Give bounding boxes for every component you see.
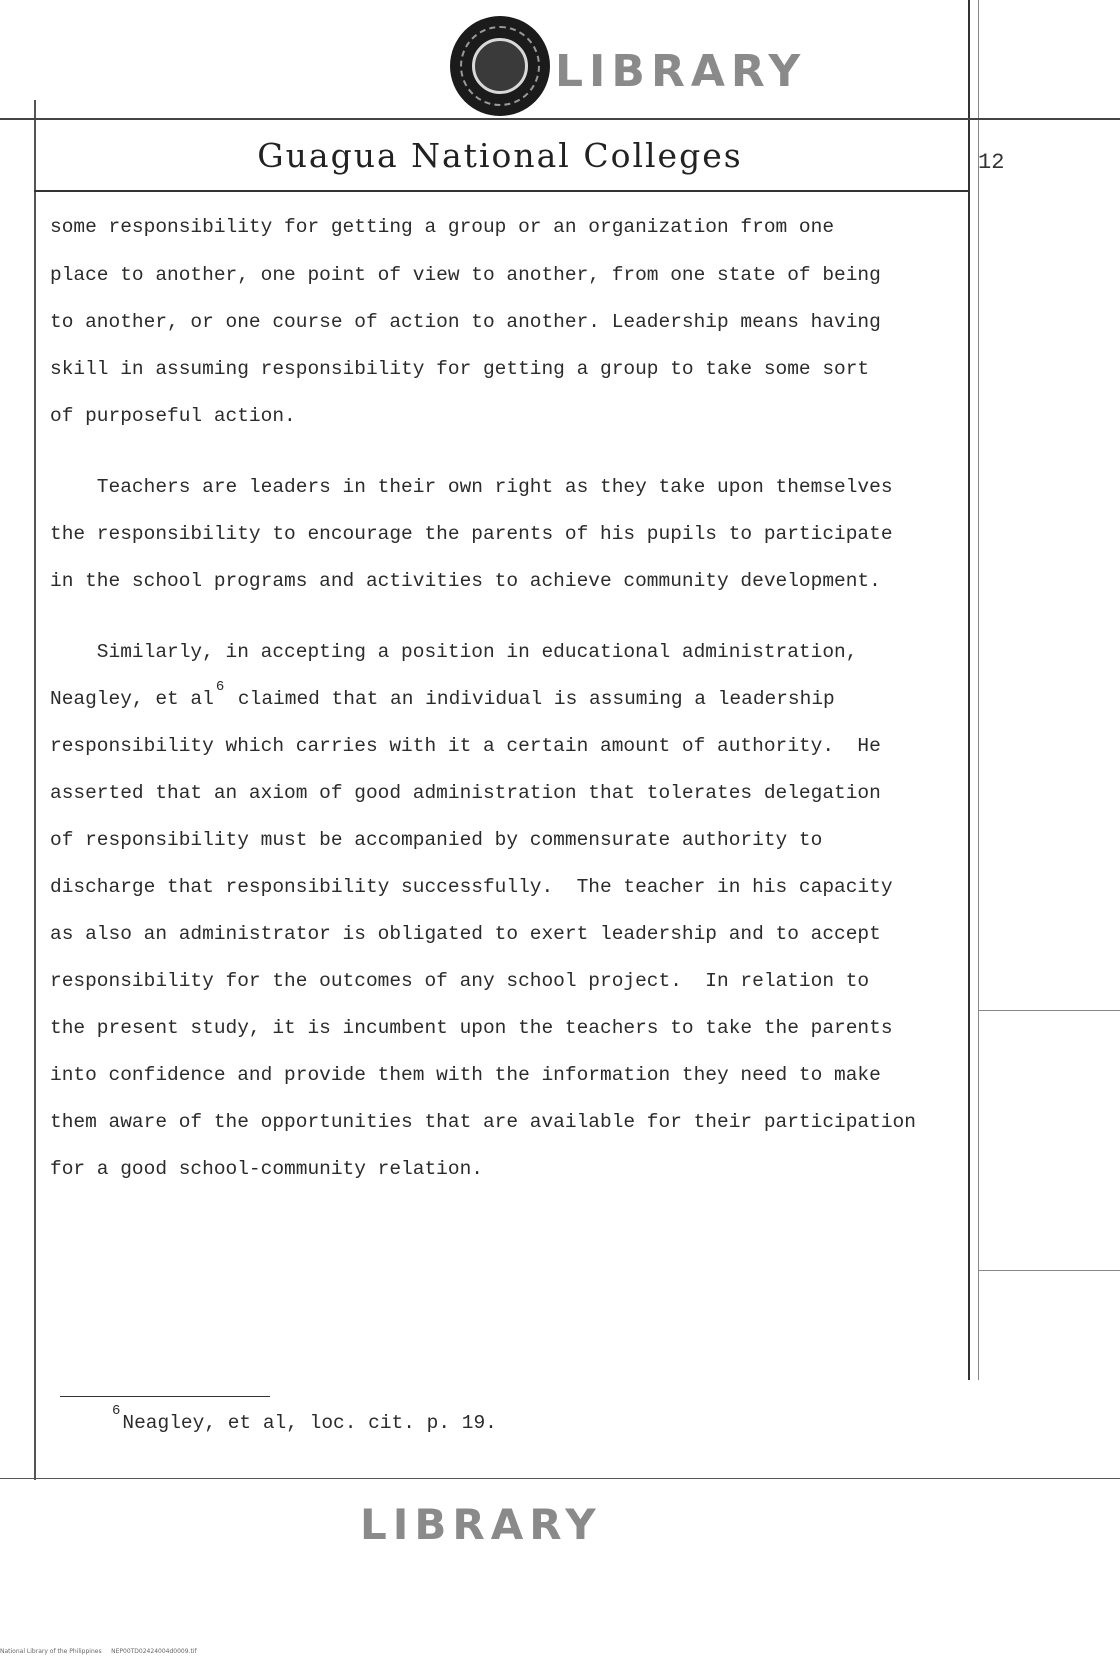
footnote	[110, 1403, 497, 1434]
citation-author: Neagley, et al	[50, 688, 214, 710]
body-line: into confidence and provide them with the information they need to make	[50, 1064, 881, 1086]
page-number: 12	[978, 150, 1005, 175]
side-rule-a	[978, 1010, 1120, 1011]
bottom-rule	[0, 1478, 1120, 1479]
seal-ring	[460, 26, 540, 106]
body-line: asserted that an axiom of good administration that tolerates delegation	[50, 782, 881, 804]
body-line: in the school programs and activities to achieve community development.	[50, 570, 881, 592]
body-line: Teachers are leaders in their own right as they take upon themselves	[50, 476, 893, 498]
body-line: to another, or one course of action to another. Leadership means having	[50, 311, 881, 333]
top-rule	[0, 118, 1120, 120]
header-rule	[34, 190, 970, 192]
scan-footer-label: National Library of the Philippines NEP00TD02424004d0009.tif	[0, 1648, 197, 1655]
footnote-marker: 6	[112, 1403, 121, 1419]
body-line: place to another, one point of view to another, from one state of being	[50, 264, 881, 286]
body-line: discharge that responsibility successfully. The teacher in his capacity	[50, 876, 893, 898]
body-line: for a good school-community relation.	[50, 1158, 483, 1180]
footnote-reference: 6	[215, 679, 225, 695]
body-line: the present study, it is incumbent upon the teachers to take the parents	[50, 1017, 893, 1039]
body-line: some responsibility for getting a group or an organization from one	[50, 216, 835, 238]
body-line: skill in assuming responsibility for getting a group to take some sort	[50, 358, 870, 380]
body-line-with-footnote	[50, 679, 980, 710]
footnote-rule	[60, 1396, 270, 1397]
left-margin-line	[34, 100, 36, 1480]
footnote-text: Neagley, et al, loc. cit. p. 19.	[122, 1412, 497, 1434]
library-stamp-top: LIBRARY	[555, 46, 807, 97]
college-name-header: Guagua National Colleges	[257, 136, 743, 175]
body-line: Similarly, in accepting a position in educational administration,	[50, 641, 858, 663]
body-line: them aware of the opportunities that are available for their participation	[50, 1111, 916, 1133]
body-line: responsibility for the outcomes of any school project. In relation to	[50, 970, 870, 992]
library-stamp-bottom: LIBRARY	[360, 1500, 602, 1549]
body-line: the responsibility to encourage the parents of his pupils to participate	[50, 523, 893, 545]
body-text: claimed that an individual is assuming a leadership	[226, 688, 835, 710]
body-line: of responsibility must be accompanied by commensurate authority to	[50, 829, 823, 851]
body-line: as also an administrator is obligated to exert leadership and to accept	[50, 923, 881, 945]
body-line: of purposeful action.	[50, 405, 296, 427]
side-rule-b	[978, 1270, 1120, 1271]
body-line: responsibility which carries with it a certain amount of authority. He	[50, 735, 881, 757]
